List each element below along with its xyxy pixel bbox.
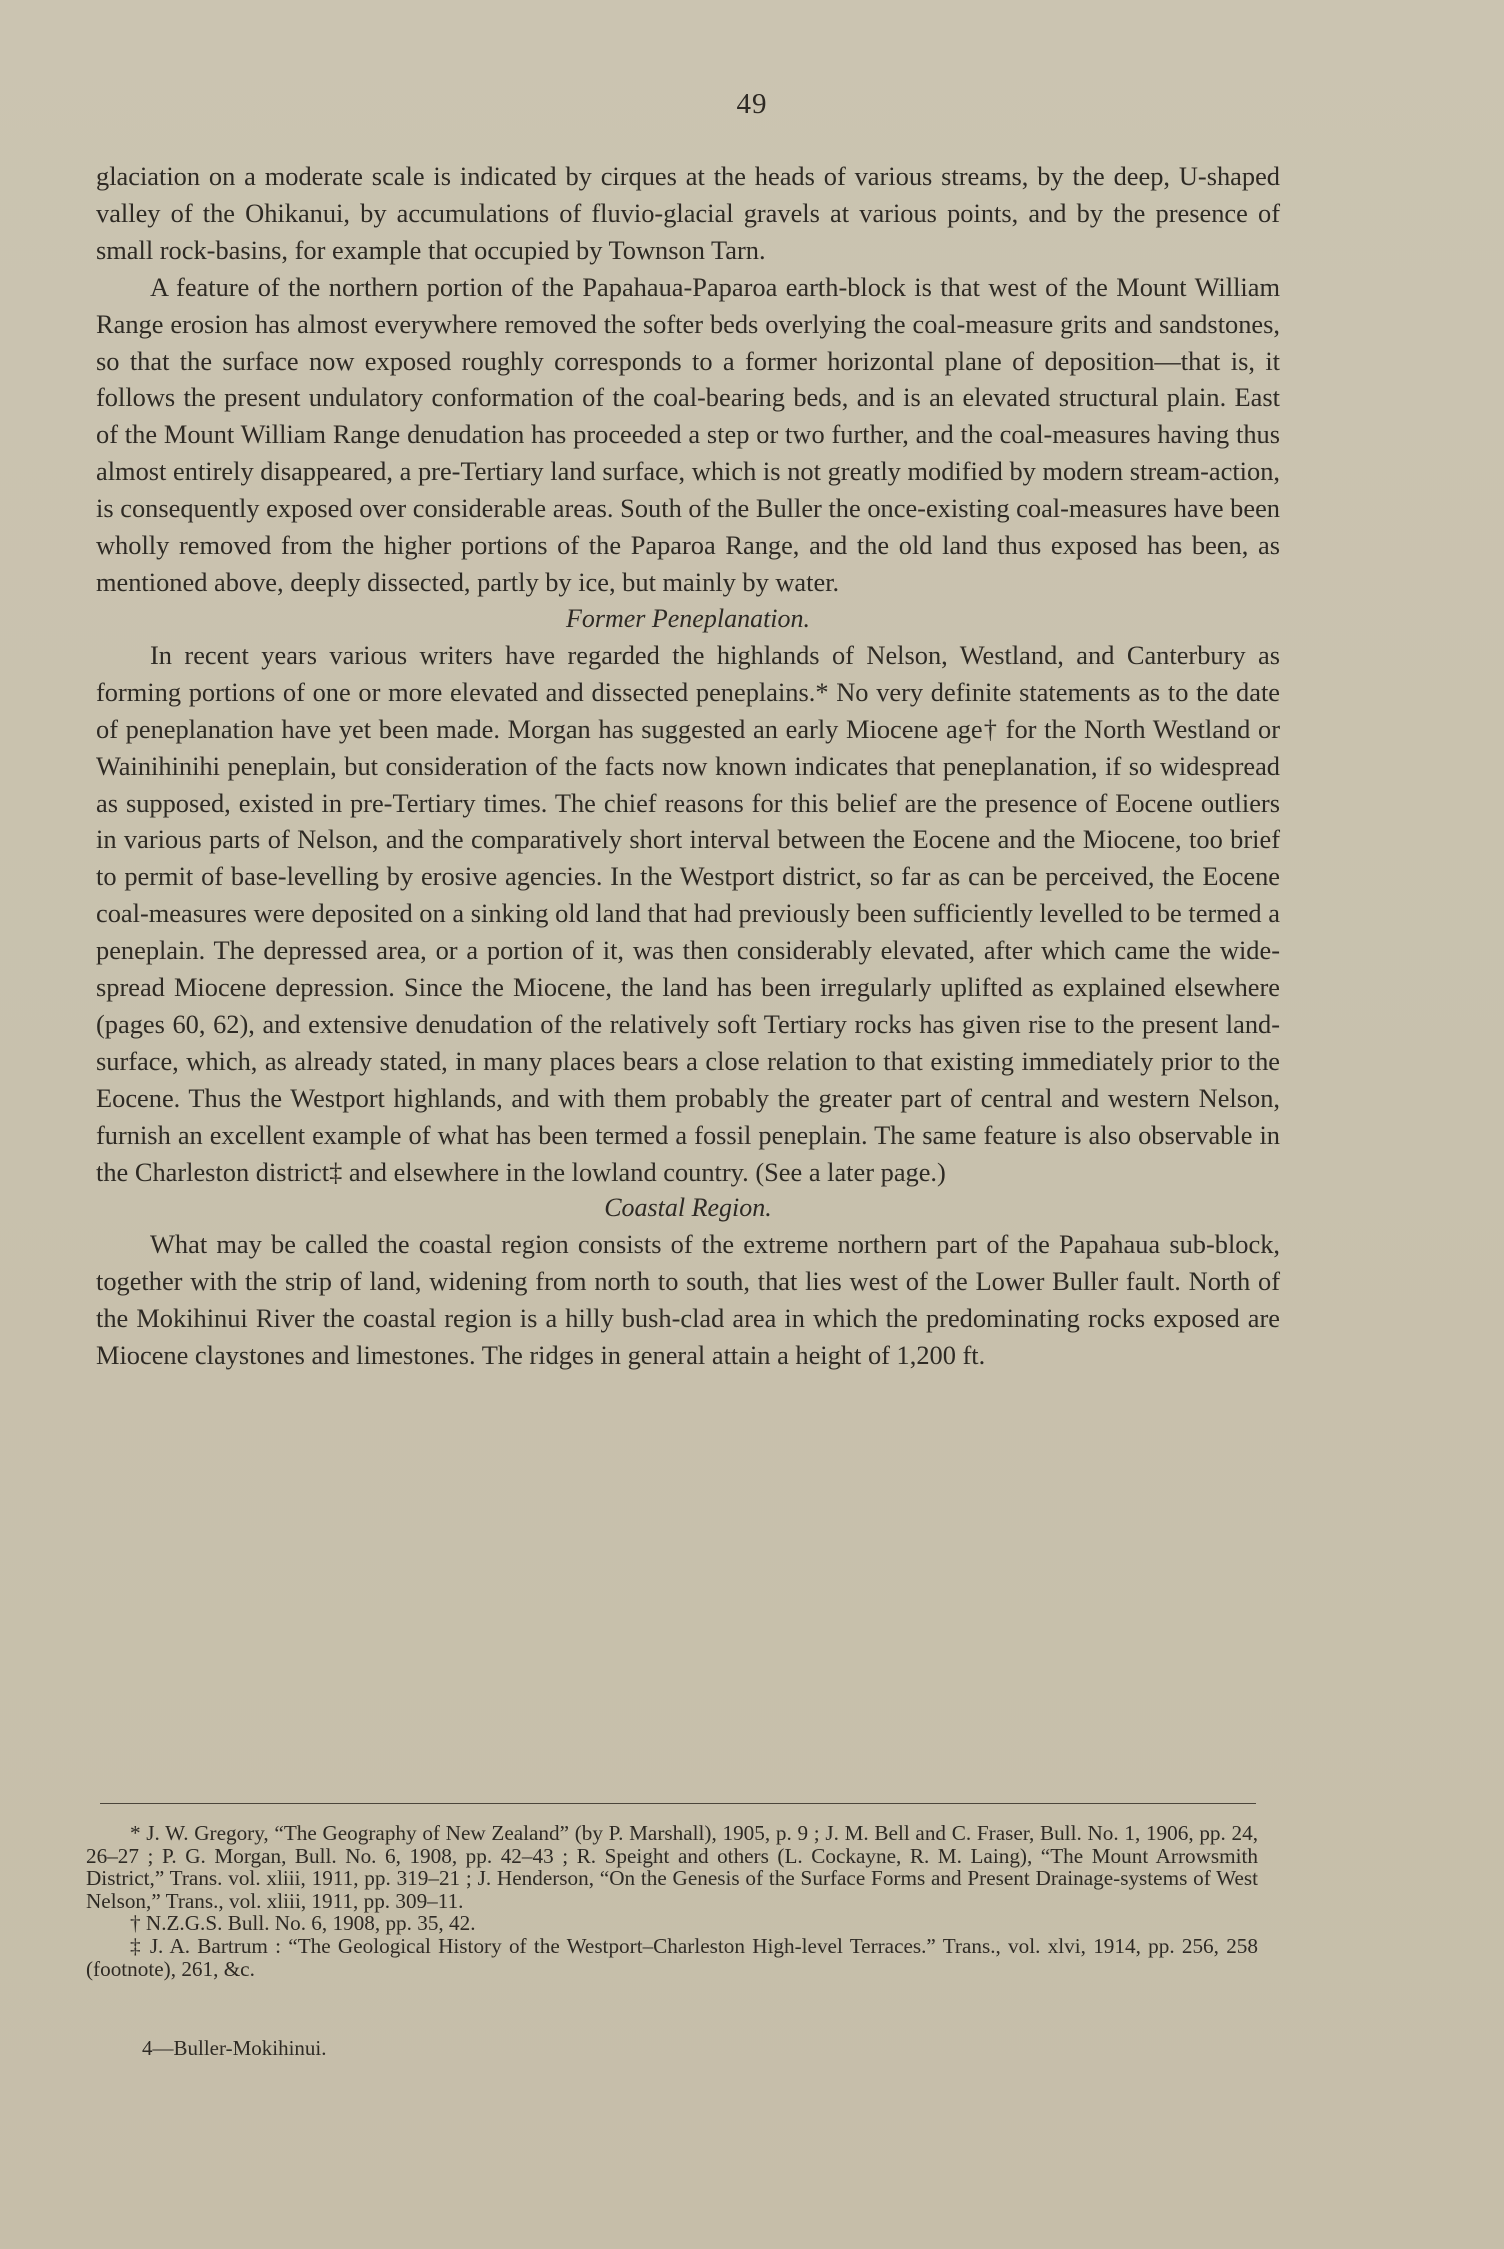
paragraph-peneplanation: In recent years various writers have regarded the highlands of Nelson, Westland, and Canterbury as forming portions of one or more elevated and dissected peneplains.* No very definite statements as to the date of peneplanation have yet been made. Morgan has suggested an early Miocene age† for the North Westland or Wainihinihi peneplain, but consideration of the facts now known indicates that peneplanation, if so widespread as supposed, existed in pre-Tertiary times. The chief reasons for this belief are the presence of Eocene outliers in various parts of Nelson, and the comparatively short interval between the Eocene and the Miocene, too brief to permit of base-levelling by erosive agencies. In the Westport district, so far as can be perceived, the Eocene coal-measures were deposited on a sinking old land that had previously been sufficiently levelled to be termed a peneplain. The depressed area, or a portion of it, was then considerably elevated, after which came the wide-spread Miocene depression. Since the Miocene, the land has been irregularly uplifted as explained elsewhere (pages 60, 62), and extensive denudation of the relatively soft Tertiary rocks has given rise to the present land-surface, which, as already stated, in many places bears a close relation to that existing immediately prior to the Eocene. Thus the Westport highlands, and with them probably the greater part of central and western Nelson, furnish an excellent example of what has been termed a fossil peneplain. The same feature is also observable in the Charleston district‡ and elsewhere in the lowland country. (See a later page.) — [96, 639, 1280, 1187]
body-text — [96, 158, 1280, 1374]
footnote-divider — [100, 1803, 1256, 1804]
signature-mark: 4—Buller-Mokihinui. — [142, 2036, 327, 2060]
section-heading-former-peneplanation: Former Peneplanation. — [565, 603, 811, 633]
paragraph-coastal-region: What may be called the coastal region consists of the extreme northern part of the Papahaua sub-block, together with the strip of land, widening from north to south, that lies west of the Lower Buller fault. North of the Mokihinui River the coastal region is a hilly bush-clad area in which the predominating rocks exposed are Miocene claystones and limestones. The ridges in general attain a height of 1,200 ft. — [96, 1229, 1280, 1371]
footnote-asterisk: * J. W. Gregory, “The Geography of New Zealand” (by P. Marshall), 1905, p. 9 ; J. M. Bell and C. Fraser, Bull. No. 1, 1906, pp. 24, 26–27 ; P. G. Morgan, Bull. No. 6, 1908, pp. 42–43 ; R. Speight and others (L. Cockayne, R. M. Laing), “The Mount Arrowsmith District,” Trans. vol. xliii, 1911, pp. 319–21 ; J. Henderson, “On the Genesis of the Surface Forms and Present Drainage-systems of West Nelson,” Trans., vol. xliii, 1911, pp. 309–11. — [86, 1821, 1258, 1913]
footnotes — [86, 1822, 1258, 1980]
page-number: 49 — [736, 88, 768, 120]
footnote-double-dagger: ‡ J. A. Bartrum : “The Geological History of the Westport–Charleston High-level Terraces.” Trans., vol. xlvi, 1914, pp. 256, 258 (footnote), 261, &c. — [86, 1933, 1258, 1981]
section-heading-coastal-region: Coastal Region. — [604, 1193, 772, 1223]
footnote-dagger: † N.Z.G.S. Bull. No. 6, 1908, pp. 35, 42. — [130, 1911, 476, 1936]
paragraph-glaciation: glaciation on a moderate scale is indicated by cirques at the heads of various streams, by the deep, U-shaped valley of the Ohikanui, by accumulations of fluvio-glacial gravels at various points, and by the presence of small rock-basins, for example that occupied by Townson Tarn. — [96, 161, 1280, 265]
paragraph-papahaua-paparoa: A feature of the northern portion of the Papahaua-Paparoa earth-block is that west of the Mount William Range erosion has almost everywhere removed the softer beds overlying the coal-measure grits and sandstones, so that the surface now exposed roughly corresponds to a former horizontal plane of deposition—that is, it follows the present undulatory conformation of the coal-bearing beds, and is an elevated structural plain. East of the Mount William Range denudation has proceeded a step or two further, and the coal-measures having thus almost entirely disappeared, a pre-Tertiary land surface, which is not greatly modified by modern stream-action, is consequently exposed over considerable areas. South of the Buller the once-existing coal-measures have been wholly removed from the higher portions of the Paparoa Range, and the old land thus exposed has been, as mentioned above, deeply dissected, partly by ice, but mainly by water. — [96, 271, 1280, 597]
